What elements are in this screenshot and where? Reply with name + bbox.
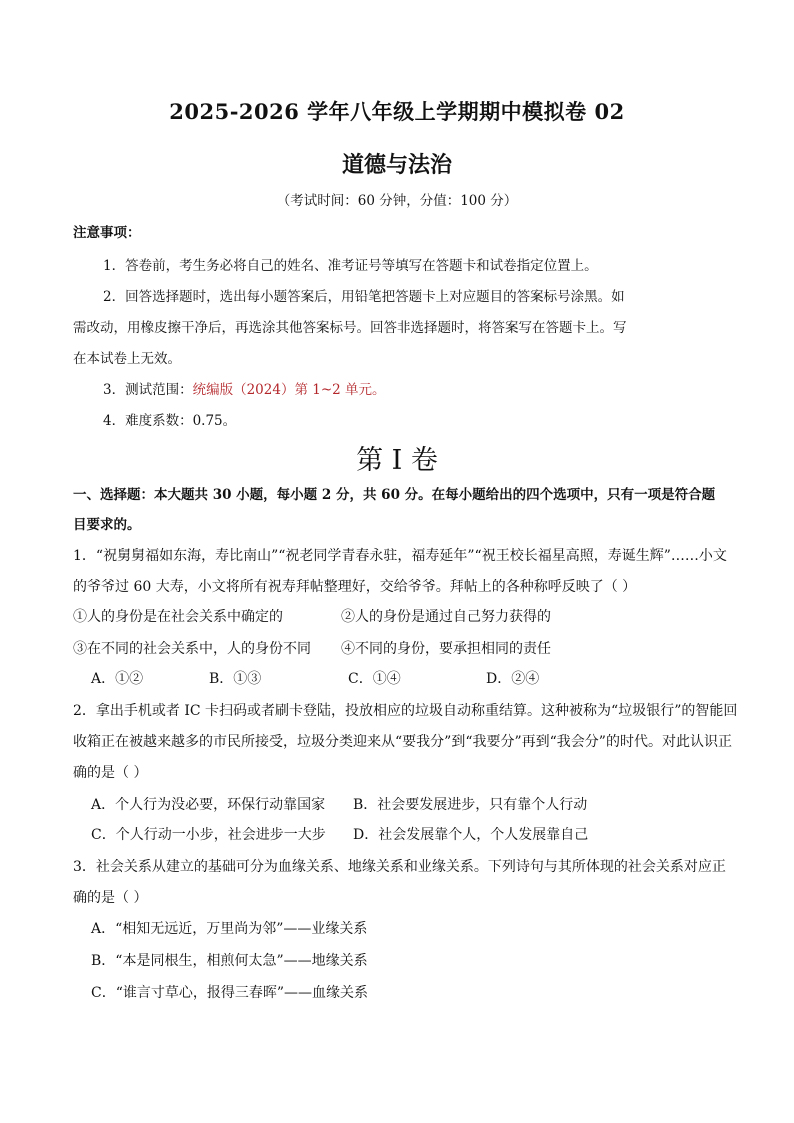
question-3-stem-line-2: 确的是（ ） bbox=[73, 890, 148, 906]
section-line-1: 一、选择题：本大题共 30 小题，每小题 2 分，共 60 分。在每小题给出的四个选项中，只有一项是符合题 bbox=[73, 487, 716, 503]
notice-item-2-line-1: 2．回答选择题时，选出每小题答案后，用铅笔把答题卡上对应题目的答案标号涂黑。如 bbox=[103, 289, 625, 305]
exam-title: 2025-2026 学年八年级上学期期中模拟卷 02 bbox=[169, 99, 625, 124]
question-1-option-b: B．①③ bbox=[209, 671, 262, 687]
section-line-2: 目要求的。 bbox=[73, 517, 141, 533]
question-2-option-d: D．社会发展靠个人，个人发展靠自己 bbox=[353, 827, 589, 843]
question-2-stem-line-2: 收箱正在被越来越多的市民所接受，垃圾分类迎来从“要我分”到“我要分”再到“我会分”的时代。对此认识正 bbox=[73, 734, 732, 750]
question-3-option-a: A．“相知无远近，万里尚为邻”——业缘关系 bbox=[91, 921, 368, 937]
question-2-stem-line-3: 确的是（ ） bbox=[73, 765, 148, 781]
question-1-statement-2: ②人的身份是通过自己努力获得的 bbox=[341, 609, 551, 625]
question-2-option-a: A．个人行为没必要，环保行动靠国家 bbox=[91, 797, 326, 813]
question-1-option-c: C．①④ bbox=[348, 671, 401, 687]
question-2-option-c: C．个人行动一小步，社会进步一大步 bbox=[91, 827, 326, 843]
question-1-option-a: A．①② bbox=[91, 671, 144, 687]
question-1-stem-line-2: 的爷爷过 60 大寿，小文将所有祝寿拜帖整理好，交给爷爷。拜帖上的各种称呼反映了（ ） bbox=[73, 579, 637, 595]
question-1-statement-4: ④不同的身份，要承担相同的责任 bbox=[341, 641, 551, 657]
question-2-stem-line-1: 2．拿出手机或者 IC 卡扫码或者刷卡登陆，投放相应的垃圾自动称重结算。这种被称为“垃圾银行”的智能回 bbox=[73, 703, 738, 719]
notice-heading: 注意事项： bbox=[73, 225, 141, 241]
notice-item-3-prefix: 3．测试范围： bbox=[103, 382, 193, 398]
question-3-stem-line-1: 3．社会关系从建立的基础可分为血缘关系、地缘关系和业缘关系。下列诗句与其所体现的社会关系对应正 bbox=[73, 859, 726, 875]
question-1-statement-3: ③在不同的社会关系中，人的身份不同 bbox=[73, 641, 311, 657]
question-3-option-b: B．“本是同根生，相煎何太急”——地缘关系 bbox=[91, 953, 368, 969]
notice-item-4: 4．难度系数：0.75。 bbox=[103, 413, 237, 429]
question-1-statement-1: ①人的身份是在社会关系中确定的 bbox=[73, 609, 283, 625]
volume-title: 第 I 卷 bbox=[356, 445, 438, 476]
notice-item-1: 1．答卷前，考生务必将自己的姓名、准考证号等填写在答题卡和试卷指定位置上。 bbox=[103, 258, 598, 274]
question-1-option-d: D．②④ bbox=[486, 671, 540, 687]
test-range: 统编版（2024）第 1~2 单元。 bbox=[192, 382, 386, 398]
section-description bbox=[73, 480, 723, 540]
subject-title: 道德与法治 bbox=[341, 152, 452, 178]
question-1-stem-line-1: 1．“祝舅舅福如东海，寿比南山”“祝老同学青春永驻，福寿延年”“祝王校长福星高照，寿诞生辉”……小文 bbox=[73, 548, 727, 564]
question-3-option-c: C．“谁言寸草心，报得三春晖”——血缘关系 bbox=[91, 985, 369, 1001]
question-2-option-b: B．社会要发展进步，只有靠个人行动 bbox=[353, 797, 588, 813]
notice-item-2-line-3: 在本试卷上无效。 bbox=[73, 351, 181, 367]
exam-info: （考试时间：60 分钟，分值：100 分） bbox=[276, 193, 518, 209]
notice-item-3 bbox=[103, 378, 386, 398]
notice-item-2-line-2: 需改动，用橡皮擦干净后，再选涂其他答案标号。回答非选择题时，将答案写在答题卡上。写 bbox=[73, 320, 627, 336]
